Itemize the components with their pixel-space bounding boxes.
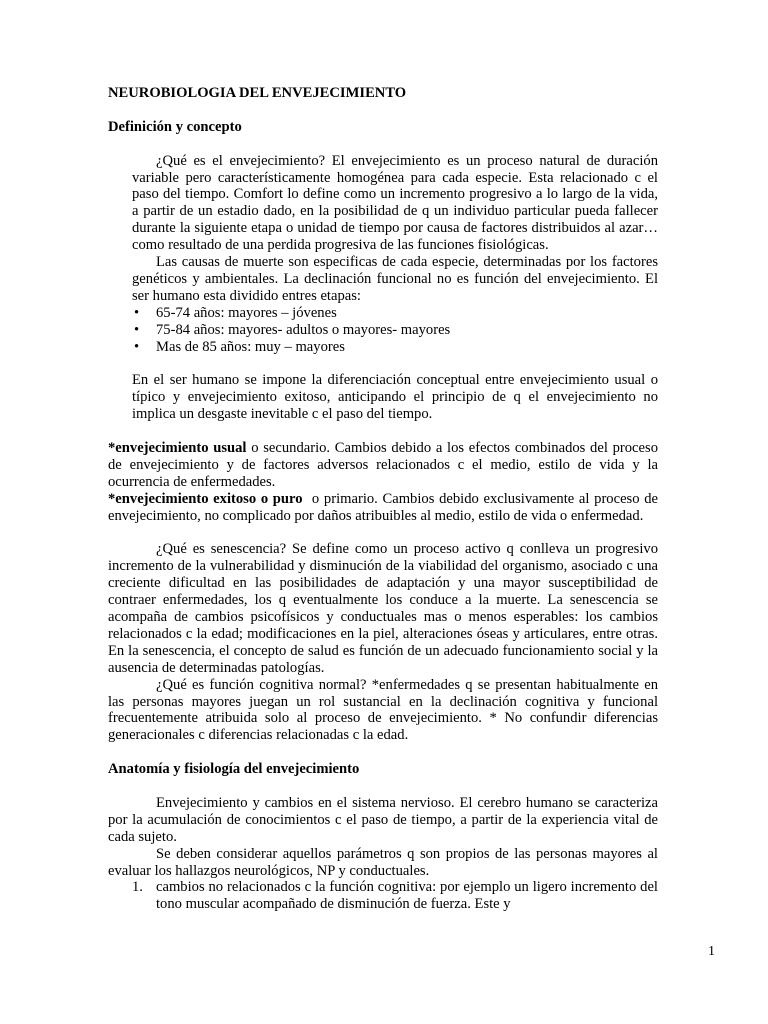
list-item: • 65-74 años: mayores – jóvenes [134,304,337,321]
bullet-icon: • [134,338,140,355]
age-stages-list [108,305,658,356]
paragraph-funcion-cognitiva: ¿Qué es función cognitiva normal? *enfermedades q se presentan habitualmente en las personas mayores juegan un rol sustancial en la declinación cognitiva y funcional frecuentemente atribuida solo al proceso de envejecimiento. * No confundir diferencias generacionales c diferencias relacionadas c la edad. [108,676,658,744]
paragraph-causas-muerte: Las causas de muerte son especificas de cada especie, determinadas por los factores genéticos y ambientales. La declinación funcional no es función del envejecimiento. El ser humano esta dividido entres etapas: [132,254,658,304]
definition-text: o primario. Cambios debido exclusivamente al proceso de envejecimiento, no complicado por daños atribuibles al medio, estilo de vida o enfermedad. [108,490,662,524]
page-number: 1 [708,944,715,959]
bullet-icon: • [134,304,140,321]
paragraph-parametros: Se deben considerar aquellos parámetros q son propios de las personas mayores al evaluar los hallazgos neurológicos, NP y conductuales. [108,845,658,879]
paragraph-que-es-envejecimiento: ¿Qué es el envejecimiento? El envejecimiento es un proceso natural de duración variable pero característicamente homogénea para cada especie. Esta relacionado c el paso del tiempo. Comfort lo define como un incremento progresivo a lo largo de la vida, a partir de un estadio dado, en la posibilidad de q un individuo particular pueda fallecer durante la siguiente etapa o unidad de tiempo por causa de factores distribuidos al azar…como resultado de una perdida progresiva de las funciones fisiológicas. [132,152,658,254]
paragraph-senescencia: ¿Qué es senescencia? Se define como un proceso activo q conlleva un progresivo incremento de la vulnerabilidad y disminución de la viabilidad del organismo, asociado c una creciente dificultad en las posibilidades de adaptación y una mayor susceptibilidad de contraer enfermedades, los q eventualmente los conduce a la muerte. La senescencia se acompaña de cambios psicofísicos y conductuales mas o menos esperables: los cambios relacionados c la edad; modificaciones en la piel, alteraciones óseas y articulares, entre otras. En la senescencia, el concepto de salud es función de un adecuado funcionamiento social y la ausencia de determinadas patologías. [108,541,658,676]
paragraph-diferenciacion: En el ser humano se impone la diferenciación conceptual entre envejecimiento usual o típico y envejecimiento exitoso, anticipando el principio de q el envejecimiento no implica un desgaste inevitable c el paso del tiempo. [132,372,658,423]
list-item: • Mas de 85 años: muy – mayores [134,338,345,355]
definition-text: o secundario. Cambios debido a los efectos combinados del proceso de envejecimiento y de factores adversos relacionados c el medio, estilo de vida y la ocurrencia de enfermedades. [108,439,658,490]
definition-envejecimiento-exitoso [108,490,662,525]
section-heading-definicion: Definición y concepto [108,118,242,135]
paragraph-sistema-nervioso: Envejecimiento y cambios en el sistema nervioso. El cerebro humano se caracteriza por la acumulación de conocimientos c el paso de tiempo, a partir de la experiencia vital de cada sujeto. [108,794,658,845]
list-number: 1. [132,879,143,896]
bullet-icon: • [134,321,140,338]
list-item: • 75-84 años: mayores- adultos o mayores- mayores [134,321,451,338]
document-title: NEUROBIOLOGIA DEL ENVEJECIMIENTO [108,85,407,101]
changes-list [108,879,658,913]
definition-envejecimiento-usual [108,440,658,491]
definition-term: *envejecimiento usual [108,439,247,456]
list-item: 1. cambios no relacionados c la función cognitiva: por ejemplo un ligero incremento del tono muscular acompañado de disminución de fuerza. Este y [132,879,658,913]
definition-term: *envejecimiento exitoso o puro [108,490,303,507]
section-heading-anatomia: Anatomía y fisiología del envejecimiento [108,761,360,778]
document-page [108,85,662,913]
